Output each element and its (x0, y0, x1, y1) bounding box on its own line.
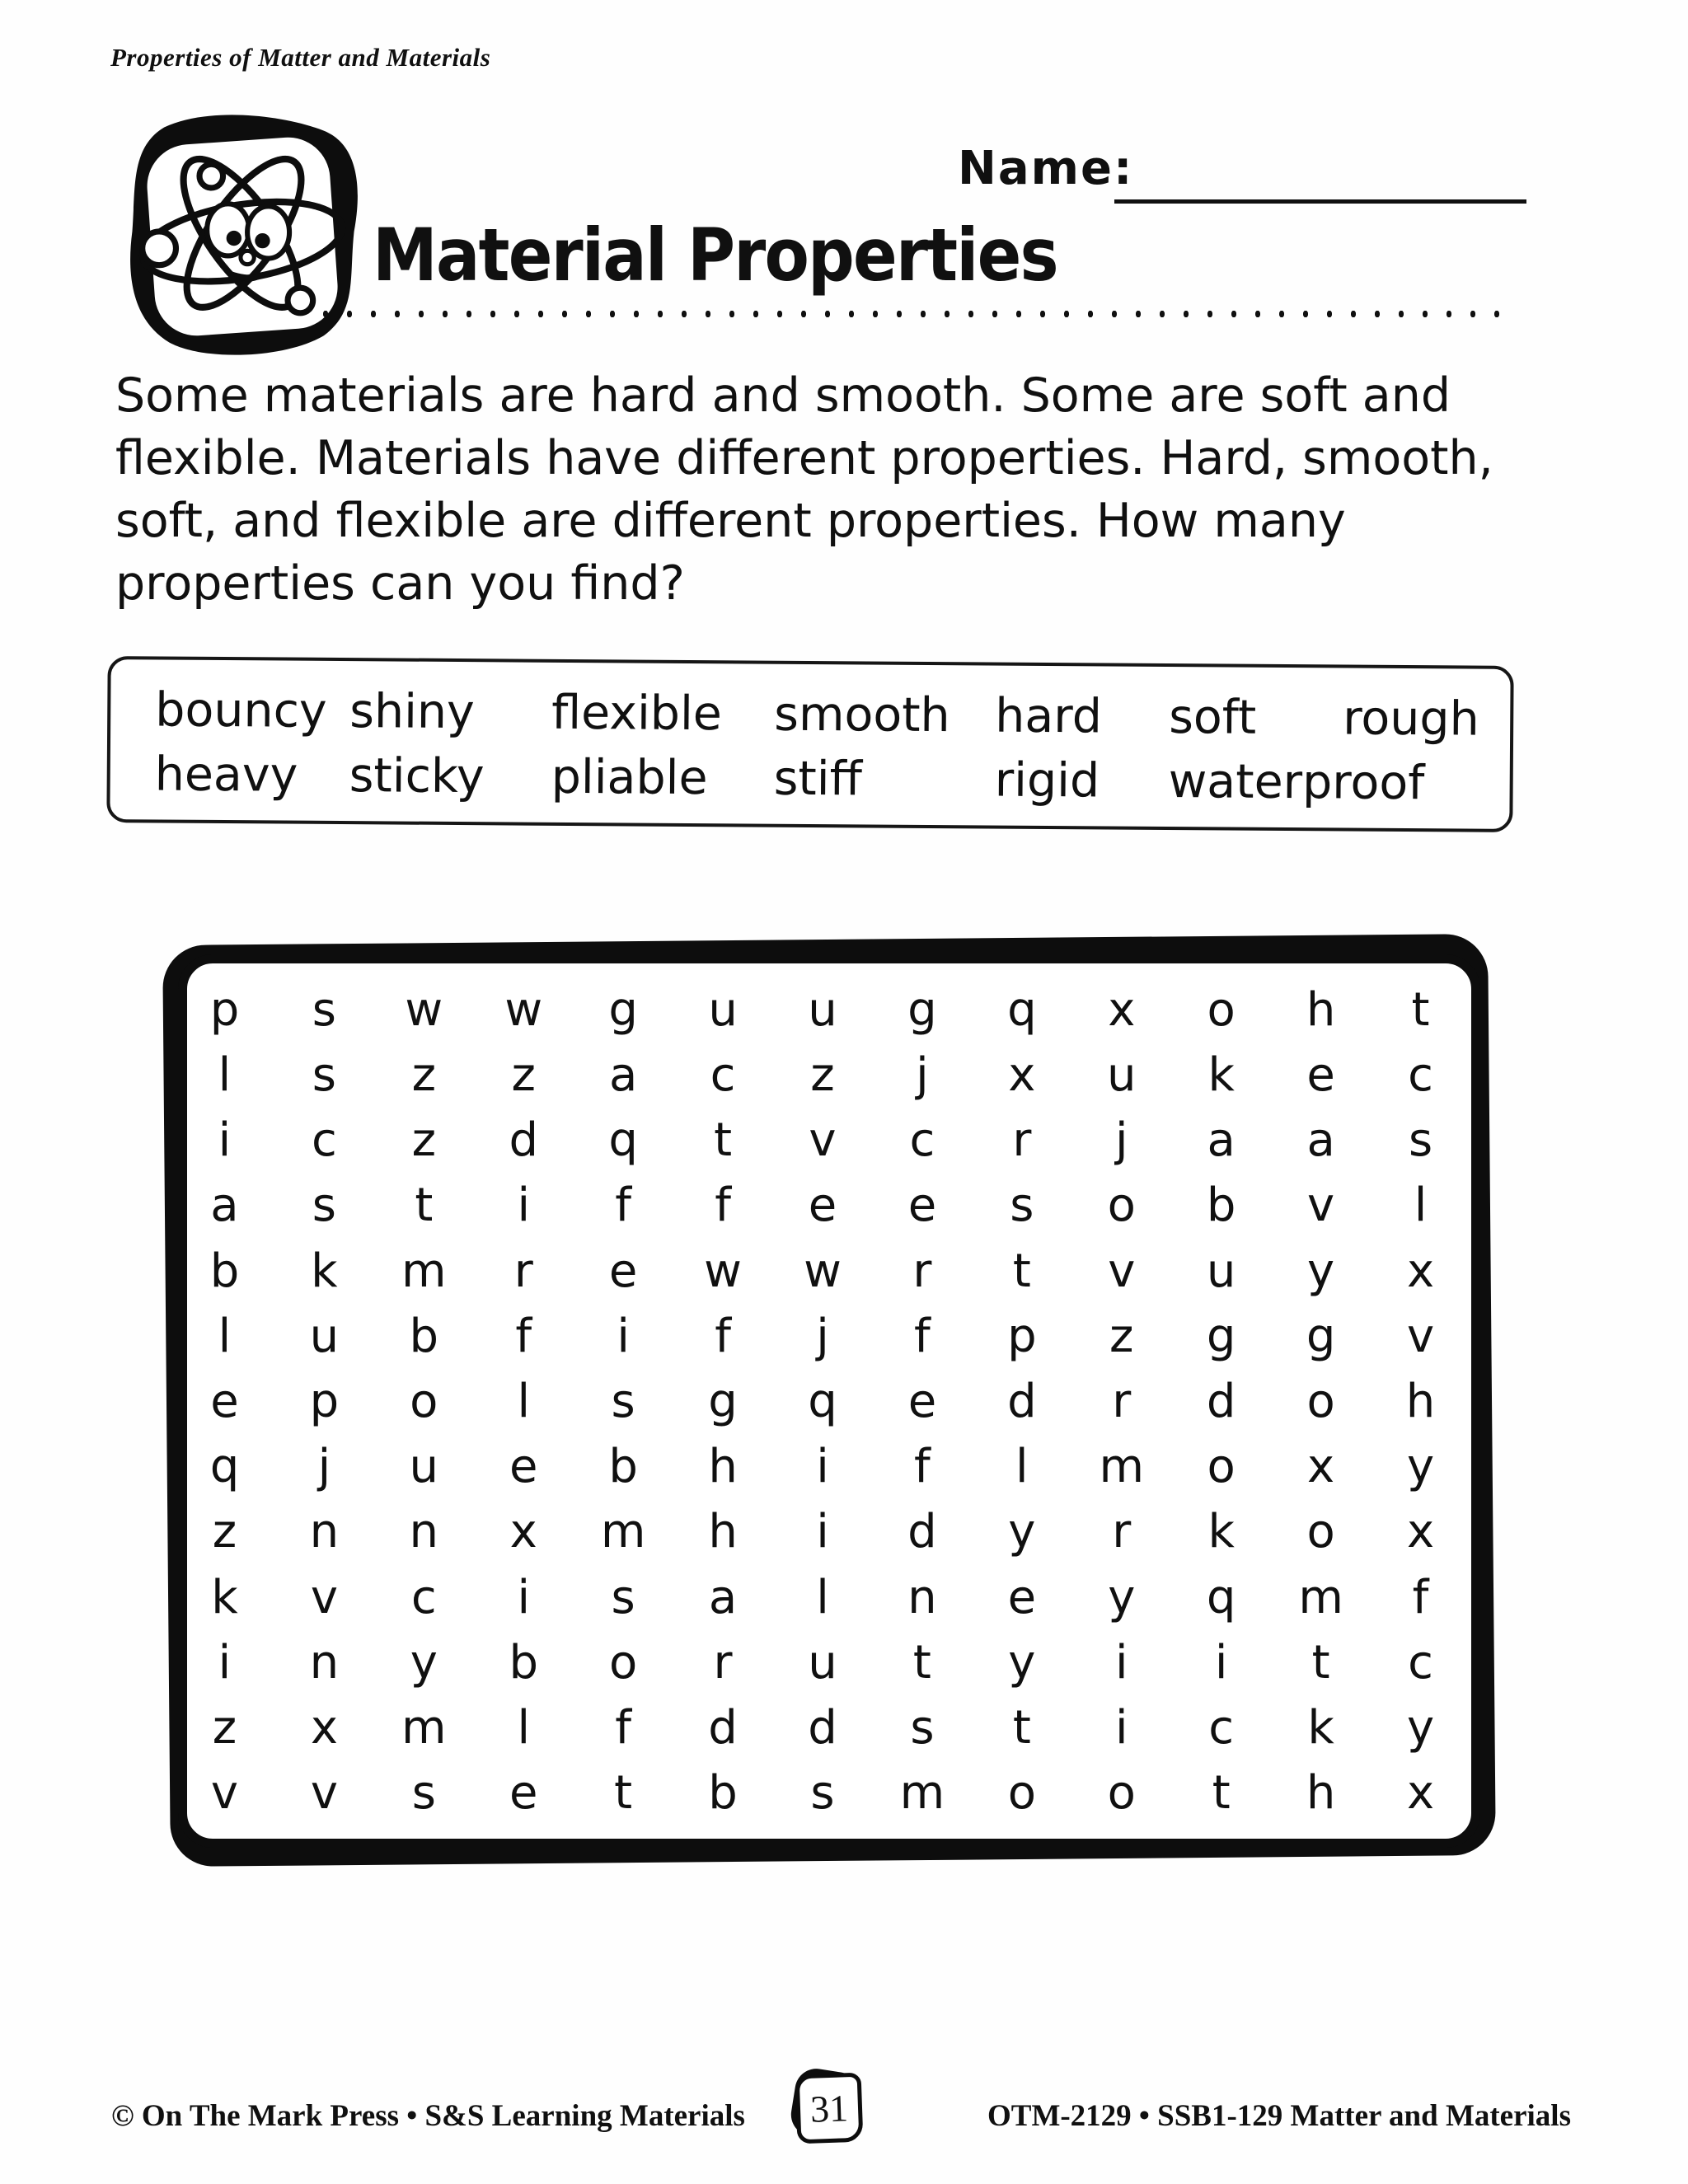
word-search-letter: z (810, 1047, 835, 1102)
word-search-letter: z (212, 1505, 237, 1559)
word-search-letter: w (405, 982, 443, 1037)
word-search-letter: h (708, 1505, 738, 1559)
word-search-letter: o (1306, 1505, 1335, 1559)
word-search-letter: y (1406, 1701, 1435, 1755)
word-search-letter: m (401, 1701, 447, 1755)
word-search-letter: u (808, 1635, 837, 1690)
word-search-letter: e (1306, 1047, 1335, 1102)
word-search-letter: t (714, 1113, 733, 1168)
word-search-letter: a (1306, 1113, 1335, 1168)
word-search-letter: n (907, 1570, 937, 1624)
word-search-letter: h (1405, 1374, 1436, 1428)
word-search-letter: x (1406, 1244, 1435, 1298)
word-search-letter: f (914, 1309, 931, 1363)
word-search-letter: l (1015, 1440, 1029, 1494)
intro-paragraph (115, 364, 1533, 615)
word-bank-word: flexible (551, 685, 723, 742)
word-search-letter: z (212, 1701, 237, 1755)
word-search-letter: y (1307, 1244, 1335, 1298)
word-search-letter: j (1114, 1113, 1128, 1168)
page-title: Material Properties (373, 213, 1057, 298)
word-search-letter: f (515, 1309, 532, 1363)
word-search-letter: p (1007, 1309, 1037, 1363)
word-search-letter: q (608, 1113, 638, 1168)
word-search-letter: i (218, 1635, 232, 1690)
word-search-letter: q (1206, 1570, 1236, 1624)
word-search-letter: c (1408, 1047, 1433, 1102)
word-search-letter: x (1108, 982, 1136, 1037)
word-search-letter: g (907, 982, 937, 1037)
word-search-letter: p (309, 1374, 340, 1428)
word-search-letter: t (1212, 1766, 1231, 1821)
word-search-letter: d (907, 1505, 937, 1559)
word-search-letter: z (411, 1047, 436, 1102)
word-search-letter: l (816, 1570, 829, 1624)
word-bank-word: smooth (774, 687, 950, 743)
word-search-letter: s (312, 1179, 336, 1233)
name-label: Name: (958, 142, 1134, 195)
word-search-letter: r (1012, 1113, 1032, 1168)
word-search-letter: i (517, 1179, 530, 1233)
word-search-letter: i (1114, 1635, 1128, 1690)
word-search-letter: i (1114, 1701, 1128, 1755)
word-search-letter: j (916, 1047, 929, 1102)
word-bank-word: pliable (551, 749, 708, 806)
word-search-letter: m (600, 1505, 646, 1559)
word-search-letter: m (401, 1244, 447, 1298)
word-search-letter: o (1107, 1179, 1136, 1233)
word-search-letter: k (1207, 1505, 1235, 1559)
word-search-letter: j (317, 1440, 331, 1494)
word-search-letter: c (410, 1570, 437, 1624)
word-search-letter: t (614, 1766, 633, 1821)
page-number: 31 (809, 2086, 849, 2130)
word-search-letter: d (708, 1701, 738, 1755)
word-search-letter: v (310, 1570, 338, 1624)
word-search-letter: n (309, 1635, 340, 1690)
word-search-letter: g (608, 982, 638, 1037)
word-search-letter: v (310, 1766, 338, 1821)
word-search-letter: b (409, 1309, 439, 1363)
word-search-letter: s (312, 982, 336, 1037)
word-search-letter: e (608, 1244, 638, 1298)
word-search-letter: o (1207, 1440, 1236, 1494)
word-search-letter: g (1206, 1309, 1236, 1363)
word-search-letter: o (1107, 1766, 1136, 1821)
word-search-letter: s (1010, 1179, 1034, 1233)
word-search-letter: e (1007, 1570, 1037, 1624)
word-search-letter: u (1107, 1047, 1137, 1102)
word-search-letter: c (710, 1047, 736, 1102)
atom-mascot-icon (112, 105, 373, 366)
word-search-letter: s (611, 1570, 635, 1624)
word-search-letter: h (1306, 982, 1336, 1037)
word-search-letter: v (1406, 1309, 1435, 1363)
word-search-letter: d (1206, 1374, 1236, 1428)
word-search-letter: o (1306, 1374, 1335, 1428)
word-search-letter: l (517, 1374, 530, 1428)
word-search-letter: d (808, 1701, 837, 1755)
word-search-letter: q (209, 1440, 240, 1494)
word-bank-word: shiny (349, 684, 476, 740)
word-search-letter: x (509, 1505, 537, 1559)
word-search-letter: n (309, 1505, 340, 1559)
word-search-letter: s (810, 1766, 835, 1821)
word-search-letter: z (411, 1113, 436, 1168)
word-search-letter: o (1207, 982, 1236, 1037)
word-search-letter: e (210, 1374, 239, 1428)
word-search-letter: e (907, 1374, 937, 1428)
word-search-letter: s (910, 1701, 935, 1755)
word-search-letter: u (708, 982, 738, 1037)
word-search-letter: k (1307, 1701, 1334, 1755)
word-search-letter: c (1408, 1635, 1433, 1690)
intro-line: flexible. Materials have different properties. Hard, smooth, (115, 431, 1493, 485)
intro-line: properties can you find? (115, 556, 685, 611)
footer-publisher: © On The Mark Press • S&S Learning Materials (111, 2099, 745, 2133)
word-search-letter: e (509, 1440, 538, 1494)
word-search-letter: t (415, 1179, 434, 1233)
word-search-letter: y (1008, 1635, 1036, 1690)
word-search-letter: w (804, 1244, 842, 1298)
word-search-letter: d (509, 1113, 538, 1168)
word-search-letter: i (1214, 1635, 1228, 1690)
word-search-letter: i (218, 1113, 232, 1168)
word-search-letter: t (1311, 1635, 1330, 1690)
word-search-letter: t (912, 1635, 931, 1690)
word-search-letter: k (311, 1244, 338, 1298)
word-search-grid (175, 977, 1470, 1826)
word-search-letter: f (715, 1179, 731, 1233)
title-dotted-underline (320, 307, 1517, 321)
word-search-letter: o (410, 1374, 438, 1428)
word-search-letter: z (511, 1047, 536, 1102)
word-search-letter: n (409, 1505, 439, 1559)
word-search-letter: f (715, 1309, 731, 1363)
page-number-badge (795, 2073, 864, 2144)
word-search-letter: r (713, 1635, 733, 1690)
word-search-letter: a (1207, 1113, 1236, 1168)
word-bank-word: stiff (773, 751, 863, 807)
word-search-letter: r (513, 1244, 533, 1298)
word-search-letter: u (1206, 1244, 1236, 1298)
footer-product-code: OTM-2129 • SSB1-129 Matter and Materials (987, 2099, 1571, 2133)
word-search-letter: t (1411, 982, 1430, 1037)
word-search-letter: r (1112, 1505, 1132, 1559)
word-search-letter: c (1208, 1701, 1235, 1755)
word-search-letter: b (209, 1244, 240, 1298)
word-search-letter: u (309, 1309, 340, 1363)
word-search-letter: l (517, 1701, 530, 1755)
word-search-letter: s (411, 1766, 436, 1821)
word-search-letter: x (1008, 1047, 1036, 1102)
word-search-letter: t (1012, 1701, 1031, 1755)
word-bank-word: waterproof (1168, 754, 1425, 811)
word-search-letter: m (1099, 1440, 1145, 1494)
word-bank-box (106, 656, 1513, 832)
word-search-letter: k (1207, 1047, 1235, 1102)
word-search-letter: h (708, 1440, 738, 1494)
word-search-letter: s (611, 1374, 635, 1428)
word-search-letter: x (1406, 1766, 1435, 1821)
word-search-letter: o (1007, 1766, 1036, 1821)
word-search-letter: e (907, 1179, 937, 1233)
word-search-letter: d (1007, 1374, 1037, 1428)
word-search-letter: w (504, 982, 543, 1037)
word-search-letter: y (1008, 1505, 1036, 1559)
word-search-letter: p (209, 982, 240, 1037)
word-search-letter: s (312, 1047, 336, 1102)
word-search-letter: x (1307, 1440, 1335, 1494)
word-search-letter: f (615, 1179, 631, 1233)
intro-line: Some materials are hard and smooth. Some are soft and (115, 368, 1451, 423)
word-search-letter: j (816, 1309, 829, 1363)
word-search-letter: l (218, 1047, 232, 1102)
word-search-letter: f (914, 1440, 931, 1494)
word-search-letter: l (1414, 1179, 1428, 1233)
word-bank-word: rigid (994, 752, 1100, 808)
word-search-letter: i (517, 1570, 530, 1624)
word-bank-word: soft (1169, 690, 1257, 745)
word-search-letter: i (816, 1440, 829, 1494)
word-search-letter: c (311, 1113, 337, 1168)
word-search-letter: o (609, 1635, 638, 1690)
word-search-letter: i (816, 1505, 829, 1559)
word-search-letter: g (1306, 1309, 1336, 1363)
word-search-letter: b (1206, 1179, 1236, 1233)
word-search-letter: q (1007, 982, 1037, 1037)
word-search-letter: b (708, 1766, 738, 1821)
word-search-letter: c (909, 1113, 935, 1168)
word-search-letter: q (808, 1374, 837, 1428)
word-search-letter: z (1109, 1309, 1134, 1363)
word-search-letter: a (210, 1179, 239, 1233)
name-blank-line[interactable] (1114, 148, 1526, 204)
word-search-letter: v (809, 1113, 837, 1168)
word-bank-word: heavy (154, 747, 298, 803)
word-bank-word: hard (995, 688, 1103, 744)
word-search-letter: y (1108, 1570, 1136, 1624)
word-search-letter: f (615, 1701, 631, 1755)
word-search-letter: r (912, 1244, 932, 1298)
word-search-letter: x (1406, 1505, 1435, 1559)
word-search-letter: u (808, 982, 837, 1037)
word-search-letter: a (708, 1570, 738, 1624)
word-search-letter: i (617, 1309, 630, 1363)
word-search-letter: e (509, 1766, 538, 1821)
word-search-letter: k (211, 1570, 238, 1624)
word-search-letter: v (210, 1766, 239, 1821)
word-search-letter: b (509, 1635, 538, 1690)
word-search-letter: m (1298, 1570, 1343, 1624)
intro-line: soft, and flexible are different properties. How many (115, 494, 1346, 548)
word-search-letter: l (218, 1309, 232, 1363)
word-search-letter: g (708, 1374, 738, 1428)
word-search-letter: e (808, 1179, 837, 1233)
word-search-letter: y (410, 1635, 438, 1690)
word-search-letter: t (1012, 1244, 1031, 1298)
word-search-letter: x (310, 1701, 338, 1755)
word-bank-word: rough (1343, 691, 1479, 747)
word-search-letter: r (1112, 1374, 1132, 1428)
word-search-letter: u (409, 1440, 439, 1494)
word-search-letter: m (899, 1766, 945, 1821)
word-search-letter: y (1406, 1440, 1435, 1494)
word-search-letter: s (1408, 1113, 1433, 1168)
document-header: Properties of Matter and Materials (110, 43, 491, 72)
word-search-letter: v (1108, 1244, 1136, 1298)
word-search-letter: b (608, 1440, 638, 1494)
word-search-letter: w (704, 1244, 742, 1298)
word-search-letter: v (1307, 1179, 1335, 1233)
word-search-letter: f (1412, 1570, 1429, 1624)
word-bank-word: bouncy (155, 682, 327, 738)
word-search-letter: h (1306, 1766, 1336, 1821)
word-bank-word: sticky (349, 748, 485, 804)
word-search-letter: a (608, 1047, 638, 1102)
